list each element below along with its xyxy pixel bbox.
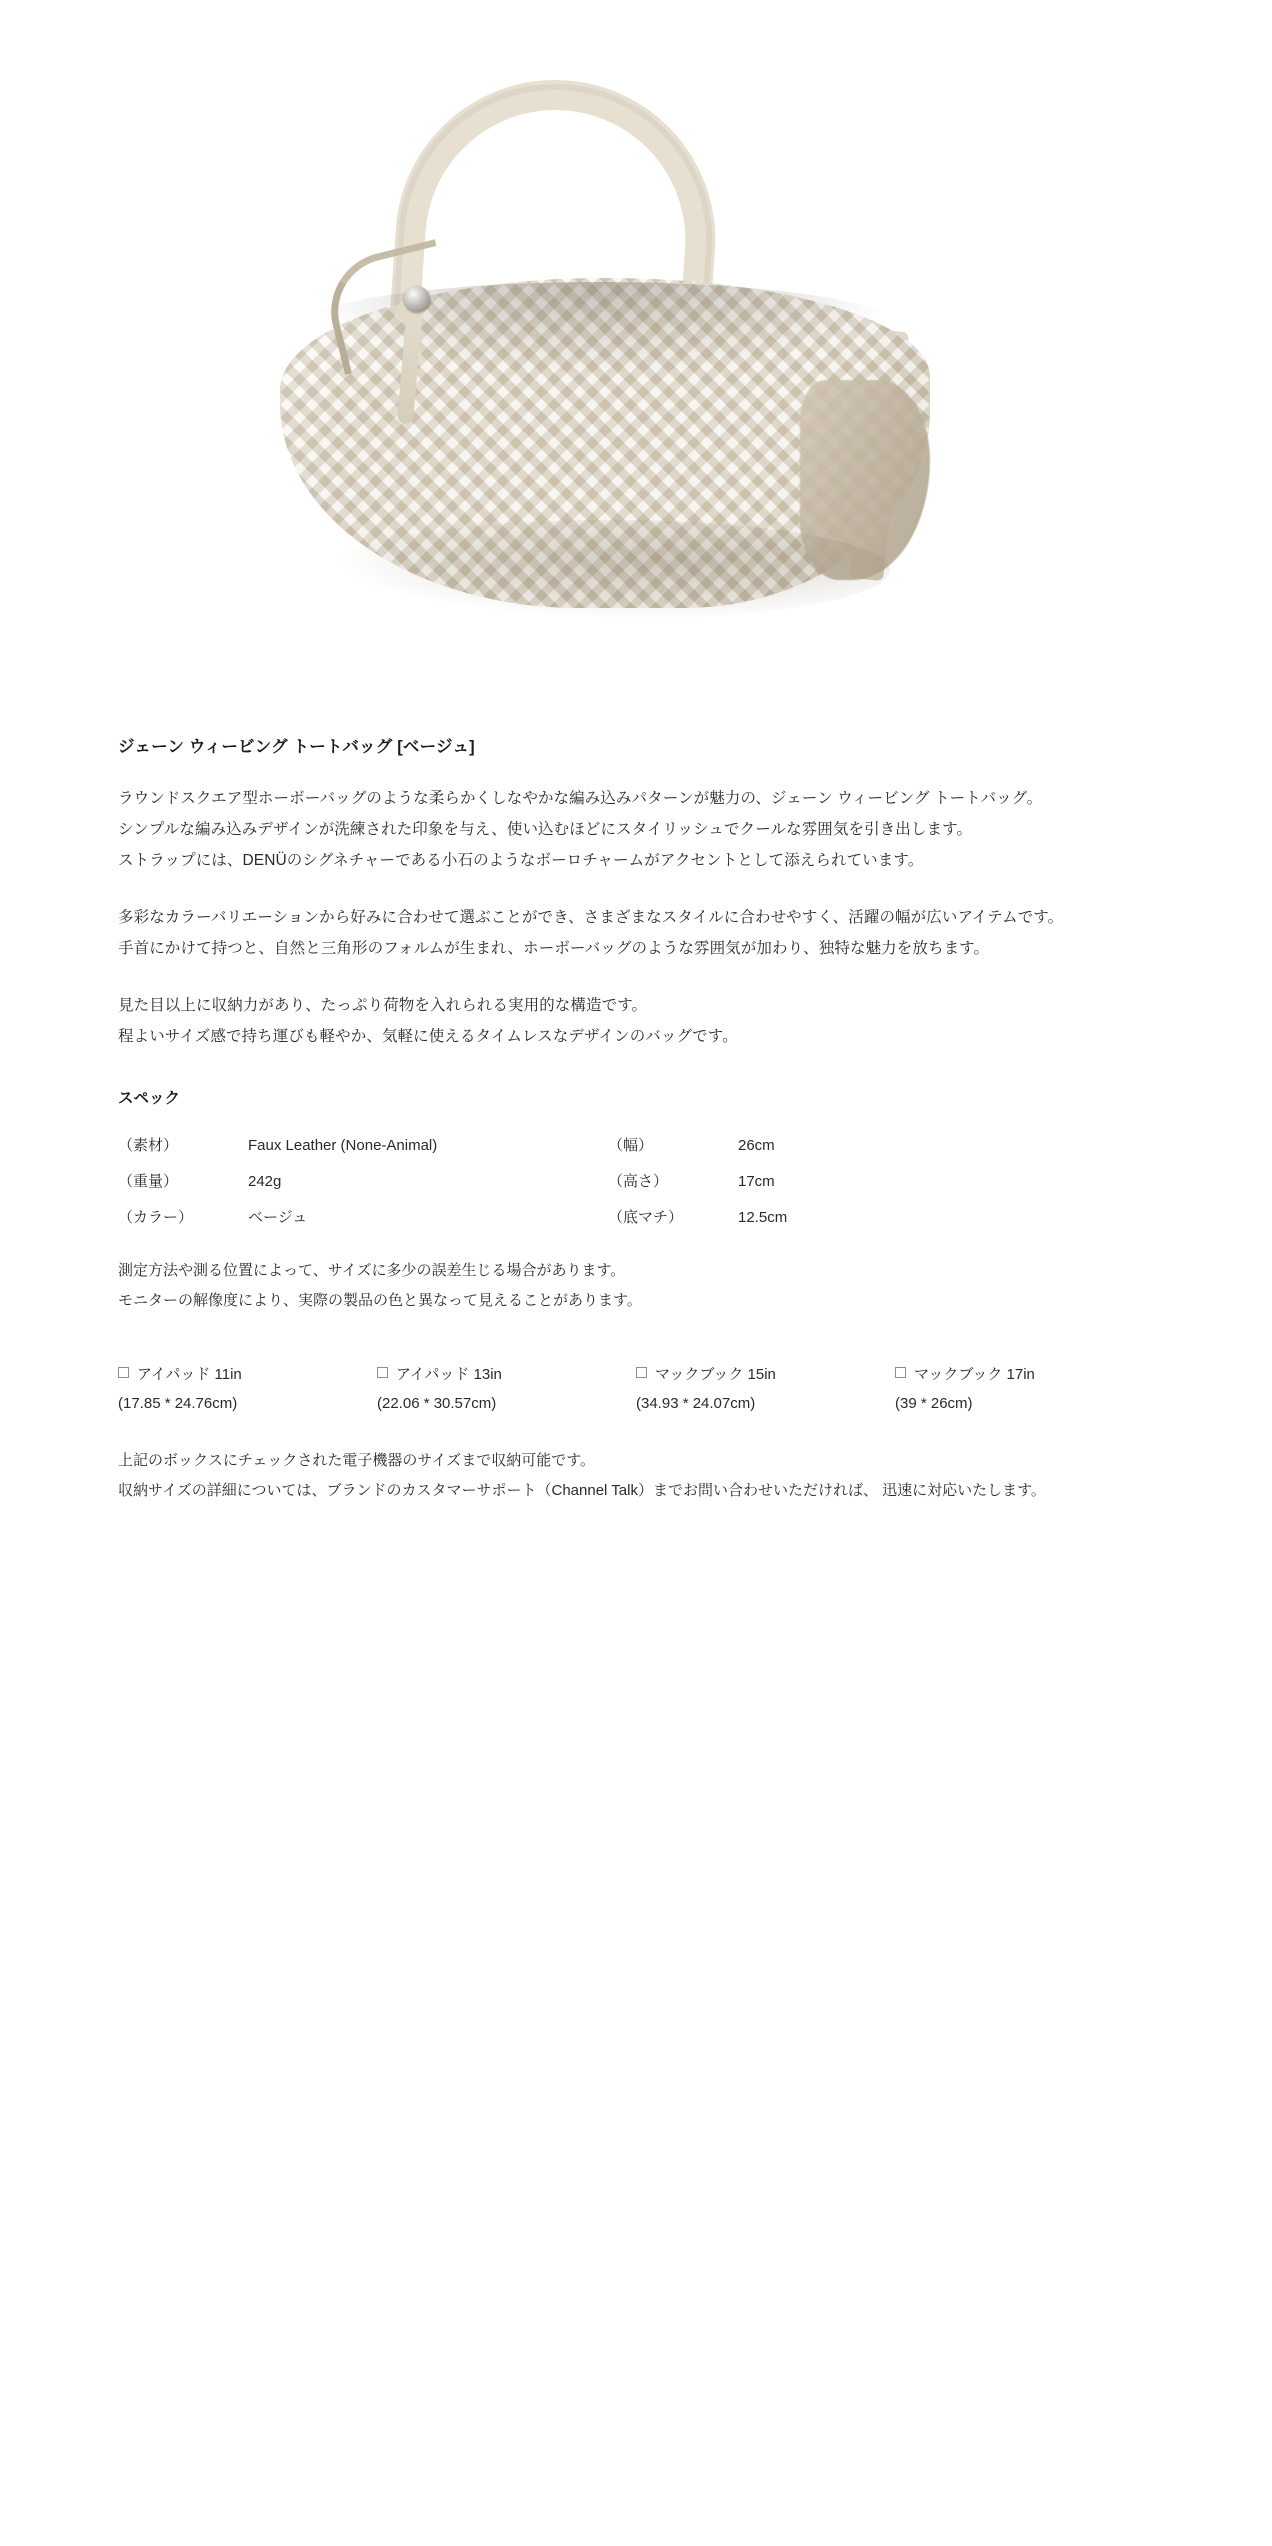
- spec-key-color: （カラー）: [118, 1209, 194, 1226]
- spec-note-line: モニターの解像度により、実際の製品の色と異なって見えることがあります。: [118, 1292, 642, 1309]
- spec-value-weight: 242g: [248, 1173, 282, 1190]
- device-name: アイパッド 13in: [396, 1366, 502, 1383]
- spec-key-depth: （底マチ）: [608, 1209, 684, 1226]
- storage-info: [118, 1446, 1154, 1506]
- checkbox-icon[interactable]: [118, 1367, 129, 1378]
- bag-bottom-shadow: [330, 520, 890, 620]
- description-block-3: [118, 990, 1154, 1052]
- description-line: ラウンドスクエア型ホーボーバッグのような柔らかくしなやかな編み込みパターンが魅力の、ジェーン ウィービング トートバッグ。: [118, 790, 1043, 807]
- spec-key-weight: （重量）: [118, 1173, 179, 1190]
- spec-value-material: Faux Leather (None-Animal): [248, 1137, 438, 1154]
- spec-value-color: ベージュ: [248, 1209, 308, 1226]
- device-label: [118, 1360, 377, 1389]
- spec-key-material: （素材）: [118, 1137, 179, 1154]
- spec-heading: スペック: [118, 1090, 181, 1107]
- checkbox-icon[interactable]: [895, 1367, 906, 1378]
- table-row: [118, 1200, 1154, 1236]
- device-name: マックブック 15in: [655, 1366, 776, 1383]
- storage-info-line: 上記のボックスにチェックされた電子機器のサイズまで収納可能です。: [118, 1452, 596, 1469]
- spec-notes: [118, 1256, 1154, 1316]
- spec-note-line: 測定方法や測る位置によって、サイズに多少の誤差生じる場合があります。: [118, 1262, 626, 1279]
- list-item[interactable]: [377, 1360, 636, 1418]
- spec-table: [118, 1128, 1154, 1236]
- list-item[interactable]: [118, 1360, 377, 1418]
- spec-value-height: 17cm: [738, 1173, 775, 1190]
- storage-info-line: 収納サイズの詳細については、ブランドのカスタマーサポート（Channel Talk）までお問い合わせいただければ、 迅速に対応いたします。: [118, 1482, 1046, 1499]
- device-name: マックブック 17in: [914, 1366, 1035, 1383]
- device-dimensions: (17.85 * 24.76cm): [118, 1395, 238, 1412]
- spec-key-width: （幅）: [608, 1137, 654, 1154]
- description-line: ストラップには、DENÜのシグネチャーである小石のようなボーロチャームがアクセントとして添えられています。: [118, 852, 924, 869]
- checkbox-icon[interactable]: [636, 1367, 647, 1378]
- device-label: [636, 1360, 895, 1389]
- spec-value-depth: 12.5cm: [738, 1209, 788, 1226]
- pebble-charm-icon: [404, 286, 430, 312]
- checkbox-icon[interactable]: [377, 1367, 388, 1378]
- product-image: [0, 0, 1272, 715]
- table-row: [118, 1128, 1154, 1164]
- device-label: [377, 1360, 636, 1389]
- device-dimensions: (34.93 * 24.07cm): [636, 1395, 756, 1412]
- device-dimensions: (22.06 * 30.57cm): [377, 1395, 497, 1412]
- device-label: [895, 1360, 1154, 1389]
- description-line: 程よいサイズ感で持ち運びも軽やか、気軽に使えるタイムレスなデザインのバッグです。: [118, 1028, 738, 1045]
- device-dimensions: (39 * 26cm): [895, 1395, 973, 1412]
- spec-value-width: 26cm: [738, 1137, 775, 1154]
- description-line: シンプルな編み込みデザインが洗練された印象を与え、使い込むほどにスタイリッシュでクールな雰囲気を引き出します。: [118, 821, 973, 838]
- product-title: ジェーン ウィービング トートバッグ [ベージュ]: [118, 738, 475, 756]
- device-fit-checklist: [118, 1360, 1154, 1418]
- description-block-2: [118, 902, 1154, 964]
- product-image-illustration: [0, 0, 1272, 715]
- description-line: 手首にかけて持つと、自然と三角形のフォルムが生まれ、ホーボーバッグのような雰囲気が加わり、独特な魅力を放ちます。: [118, 940, 990, 957]
- list-item[interactable]: [895, 1360, 1154, 1418]
- product-description: [0, 733, 1272, 1566]
- description-line: 多彩なカラーバリエーションから好みに合わせて選ぶことができ、さまざまなスタイルに合わせやすく、活躍の幅が広いアイテムです。: [118, 909, 1064, 926]
- description-line: 見た目以上に収納力があり、たっぷり荷物を入れられる実用的な構造です。: [118, 997, 648, 1014]
- description-block-1: [118, 783, 1154, 876]
- list-item[interactable]: [636, 1360, 895, 1418]
- spec-key-height: （高さ）: [608, 1173, 669, 1190]
- table-row: [118, 1164, 1154, 1200]
- device-name: アイパッド 11in: [137, 1366, 242, 1383]
